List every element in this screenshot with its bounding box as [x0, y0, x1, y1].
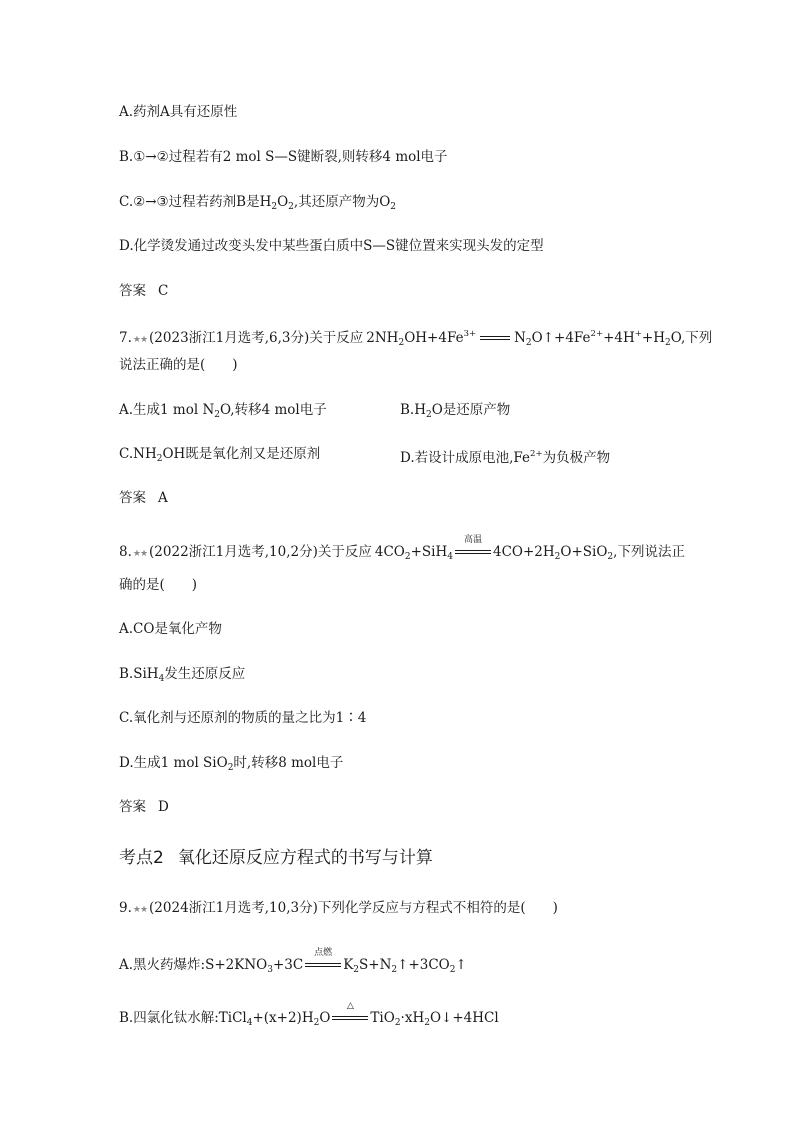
- opt-sub: 2: [391, 965, 398, 975]
- opt-part: ↑+3CO: [397, 957, 450, 973]
- q6-option-b: [119, 147, 448, 167]
- answer-label: 答案: [119, 283, 146, 299]
- eq-part: 4CO+2H: [493, 544, 555, 560]
- reaction-condition-arrow-icon: [305, 947, 341, 972]
- q7-option-d: [400, 444, 610, 468]
- answer-label: 答案: [119, 799, 146, 815]
- q6-c-sub3: 2: [390, 202, 396, 212]
- opt-part: B.四氯化钛水解:TiCl: [119, 1010, 247, 1026]
- q9-option-a: [119, 947, 467, 980]
- eq-part: N: [514, 330, 526, 346]
- opt-sub: 2: [353, 965, 360, 975]
- opt-part: C.NH: [119, 446, 157, 462]
- q7-answer: [119, 488, 168, 508]
- q8-stem-line1: [119, 534, 685, 567]
- q6-c-pre: C.②→③过程若药剂B是H: [119, 194, 272, 210]
- eq-part: +H: [641, 330, 665, 346]
- q7-stem-line1: [119, 324, 712, 353]
- answer-value: C: [158, 283, 169, 299]
- answer-value: D: [158, 799, 169, 815]
- eq-sup: 3+: [463, 329, 477, 339]
- opt-part: +(x+2)H: [252, 1010, 314, 1026]
- eq-part: OH+4Fe: [404, 330, 464, 346]
- eq-sub: 2: [398, 338, 405, 348]
- opt-part: D.生成1 mol SiO: [119, 755, 228, 771]
- opt-sub: 2: [449, 965, 456, 975]
- q6-option-d-text: D.化学烫发通过改变头发中某些蛋白质中S—S键位置来实现头发的定型: [119, 238, 544, 254]
- opt-sub: 2: [394, 1018, 401, 1028]
- opt-part: D.若设计成原电池,Fe: [400, 450, 531, 466]
- opt-part: S+N: [359, 957, 392, 973]
- q7-option-c: [119, 446, 320, 462]
- opt-part: TiO: [370, 1010, 395, 1026]
- difficulty-stars-icon: ★★: [132, 905, 148, 915]
- opt-part: OH既是氧化剂又是还原剂: [162, 446, 321, 462]
- opt-sub: 3: [267, 965, 273, 975]
- section-title: 氧化还原反应方程式的书写与计算: [177, 848, 433, 868]
- q7-source: (2023浙江1月选考,6,3分)关于反应: [149, 330, 364, 346]
- q9-number: 9.: [119, 900, 132, 916]
- opt-part: A.生成1 mol N: [119, 402, 215, 418]
- opt-part: O,转移4 mol电子: [220, 402, 327, 418]
- q7-equation: [366, 330, 712, 346]
- q8-option-a-text: A.CO是氧化产物: [119, 621, 222, 637]
- opt-part: B.SiH: [119, 666, 159, 682]
- eq-part: +SiH: [410, 544, 448, 560]
- opt-part: O是还原产物: [431, 402, 511, 418]
- opt-sub: 4: [158, 674, 165, 684]
- opt-sub: 2: [214, 410, 221, 420]
- q8-number: 8.: [119, 544, 132, 560]
- answer-label: 答案: [119, 490, 146, 506]
- opt-part: 为负极产物: [542, 450, 611, 466]
- opt-part: 发生还原反应: [164, 666, 246, 682]
- q8-answer: [119, 797, 169, 817]
- q7-option-a: [119, 402, 327, 418]
- q8-option-c-text: C.氧化剂与还原剂的物质的量之比为1∶4: [119, 710, 367, 726]
- q6-option-a-text: A.药剂A具有还原性: [119, 104, 238, 120]
- reaction-condition-arrow-icon: [332, 1000, 368, 1025]
- eq-part: +4H: [603, 330, 635, 346]
- opt-part: 时,转移8 mol电子: [233, 755, 344, 771]
- opt-sup: 2+: [530, 449, 543, 459]
- q6-answer: [119, 281, 168, 301]
- eq-sub: 4: [447, 552, 453, 562]
- q7-options-row2: [119, 444, 611, 469]
- q8-line2: 确的是( ): [119, 577, 198, 593]
- eq-part: O+SiO: [560, 544, 608, 560]
- q6-option-a: [119, 102, 237, 122]
- q6-option-c: [119, 192, 396, 217]
- opt-part: O: [319, 1010, 331, 1026]
- q6-option-d: [119, 236, 544, 256]
- q7-stem-line2: [119, 355, 238, 375]
- opt-part: ·xH: [400, 1010, 425, 1026]
- difficulty-stars-icon: ★★: [132, 549, 148, 559]
- eq-sup: +: [634, 329, 642, 339]
- eq-sub: 2: [554, 552, 561, 562]
- q6-c-sub1: 2: [271, 202, 278, 212]
- q8-stem-line2: [119, 575, 197, 595]
- q7-line2: 说法正确的是( ): [119, 357, 238, 373]
- opt-part: O↓+4HCl: [429, 1010, 499, 1026]
- q8-equation: [374, 534, 685, 562]
- q7-options-row1: [119, 400, 511, 425]
- difficulty-stars-icon: ★★: [132, 335, 148, 345]
- section-heading: [119, 846, 433, 870]
- q9-option-b: [119, 1000, 499, 1033]
- opt-sub: 2: [156, 454, 163, 464]
- reaction-condition: 点燃: [314, 947, 333, 958]
- q6-c-mid2: ,其还原产物为O: [293, 194, 391, 210]
- eq-sub: 2: [664, 338, 671, 348]
- q6-option-b-text: B.①→②过程若有2 mol S—S键断裂,则转移4 mol电子: [119, 149, 448, 165]
- reaction-condition: △: [346, 1000, 354, 1011]
- q6-c-sub2: 2: [288, 202, 294, 212]
- q7-option-b: [400, 400, 510, 425]
- equals-sign-icon: [480, 333, 510, 345]
- eq-sub: 2: [404, 552, 411, 562]
- q8-source: (2022浙江1月选考,10,2分)关于反应: [149, 544, 372, 560]
- q8-option-d: [119, 753, 343, 778]
- opt-part: +3C: [272, 957, 304, 973]
- eq-part: O↑+4Fe: [531, 330, 591, 346]
- opt-part: B.H: [400, 402, 426, 418]
- section-number: 考点2: [119, 848, 164, 868]
- eq-part: O,下列: [670, 330, 713, 346]
- eq-sub: 2: [525, 338, 532, 348]
- answer-value: A: [158, 490, 168, 506]
- q8-option-b: [119, 664, 245, 689]
- eq-part: 4CO: [374, 544, 405, 560]
- opt-part: K: [343, 957, 354, 973]
- q9-text: (2024浙江1月选考,10,3分)下列化学反应与方程式不相符的是( ): [149, 900, 558, 916]
- opt-sub: 2: [424, 1018, 430, 1028]
- eq-sup: 2+: [590, 329, 604, 339]
- eq-part: ,下列说法正: [613, 544, 685, 560]
- opt-sub: 2: [313, 1018, 320, 1028]
- reaction-condition: 高温: [463, 534, 482, 545]
- opt-part: ↑: [455, 957, 467, 973]
- opt-sub: 4: [246, 1018, 253, 1028]
- q9-stem: [119, 898, 558, 920]
- q6-c-mid1: O: [277, 194, 289, 210]
- opt-sub: 2: [426, 410, 432, 420]
- reaction-condition-arrow-icon: [455, 534, 491, 559]
- opt-part: A.黑火药爆炸:S+2KNO: [119, 957, 268, 973]
- q8-option-c: [119, 708, 366, 728]
- q8-option-a: [119, 619, 222, 639]
- opt-sub: 2: [227, 763, 234, 773]
- eq-part: 2NH: [366, 330, 399, 346]
- eq-sub: 2: [607, 552, 614, 562]
- q7-number: 7.: [119, 330, 132, 346]
